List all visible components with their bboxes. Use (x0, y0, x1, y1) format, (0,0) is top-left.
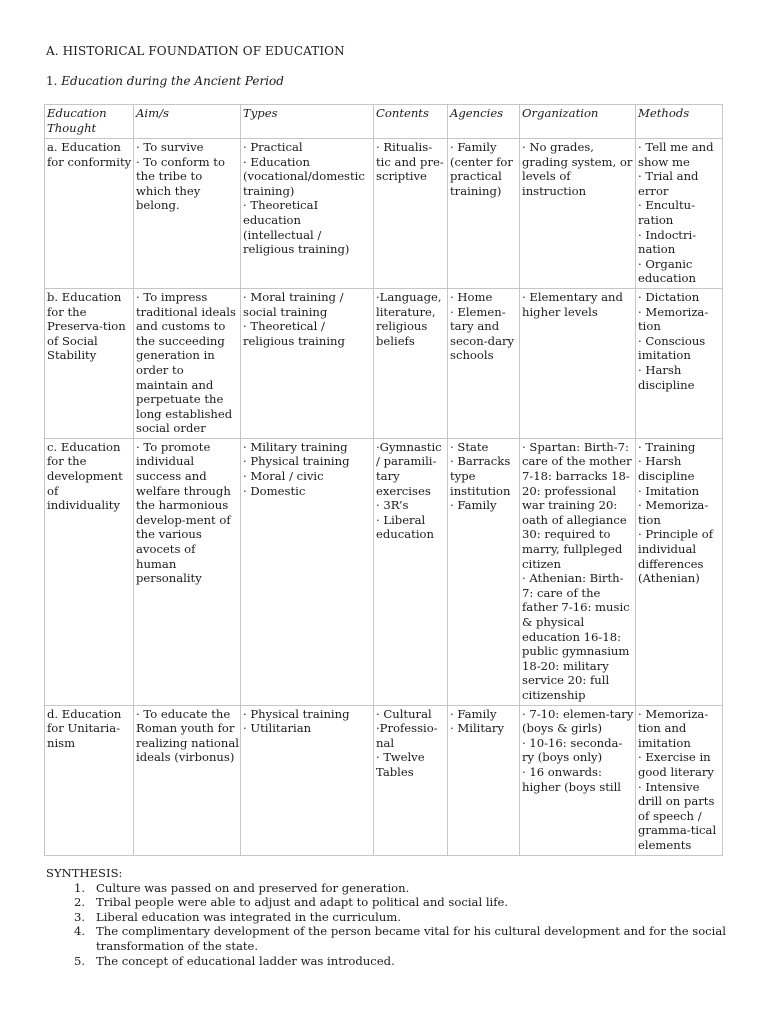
cell-organization (520, 288, 636, 438)
cell-types (241, 288, 374, 438)
cell-line: · Practical (243, 140, 303, 154)
table-row (45, 139, 723, 289)
cell-organization (520, 705, 636, 855)
cell-line: · Memoriza-tion (638, 304, 709, 334)
cell-education-thought: a. Education for conformity (45, 139, 134, 289)
cell-contents (374, 438, 448, 705)
header-organization: Organization (520, 105, 636, 139)
cell-line: · Family (450, 498, 497, 513)
cell-line: · Training (638, 439, 696, 454)
table-header-row (45, 105, 723, 139)
cell-line: · Dictation (638, 289, 700, 304)
synthesis-item-number: 1. (74, 880, 86, 895)
section-title: Education during the Ancient Period (61, 74, 284, 88)
header-agencies: Agencies (448, 105, 520, 139)
cell-methods (636, 288, 723, 438)
cell-line: · Imitation (638, 483, 700, 498)
synthesis-section (46, 866, 726, 968)
synthesis-item-text: Culture was passed on and preserved for generation. (96, 880, 410, 895)
header-types: Types (241, 105, 374, 139)
cell-line: · Principle of individual differences (Athenian) (638, 527, 714, 586)
cell-methods (636, 705, 723, 855)
cell-line: · Intensive drill on parts of speech / gramma-tical elements (638, 779, 717, 852)
header-aims: Aim/s (134, 105, 241, 139)
synthesis-item-number: 2. (74, 895, 86, 910)
cell-line: · Harsh discipline (638, 362, 695, 392)
cell-line: · Spartan: Birth-7: care of the mother 7-18: barracks 18-20: professional war training 20: oath of allegiance 30: required to marry, fullpleged citizen (522, 439, 632, 571)
cell-line: · Memoriza-tion and imitation (638, 706, 709, 750)
cell-line: · Home (450, 289, 493, 304)
synthesis-item (46, 954, 726, 969)
synthesis-item-number: 4. (74, 924, 86, 939)
cell-line: · Military (450, 721, 505, 736)
cell-line: · Encultu-ration (638, 198, 696, 227)
cell-agencies (448, 705, 520, 855)
cell-methods (636, 139, 723, 289)
cell-line: · Elementary and higher levels (522, 289, 623, 319)
cell-line: · Conscious imitation (638, 333, 706, 363)
cell-organization (520, 139, 636, 289)
header-methods: Methods (636, 105, 723, 139)
cell-education-thought: b. Education for the Preserva-tion of Social Stability (45, 288, 134, 438)
cell-line: · Memoriza-tion (638, 498, 709, 527)
cell-line: · Indoctri-nation (638, 227, 697, 257)
cell-line: · Family (450, 706, 497, 721)
cell-line: · Cultural (376, 706, 432, 721)
cell-line: · Exercise in good literary (638, 750, 714, 779)
synthesis-item-number: 5. (74, 953, 86, 968)
cell-line: · Education (vocational/domestic training) (243, 154, 365, 198)
cell-line: · No grades, grading system, or levels of instruction (522, 140, 633, 198)
cell-line: · Organic education (638, 256, 696, 286)
synthesis-item-text: Tribal people were able to adjust and adapt to political and social life. (96, 895, 509, 910)
cell-types (241, 438, 374, 705)
cell-line: · 10-16: seconda-ry (boys only) (522, 735, 623, 765)
table-row (45, 438, 723, 705)
cell-line: · 16 onwards: higher (boys still (522, 764, 621, 794)
cell-contents (374, 705, 448, 855)
cell-line: · 7-10: elemen-tary (boys & girls) (522, 706, 634, 736)
header-contents: Contents (374, 105, 448, 139)
cell-agencies (448, 288, 520, 438)
cell-line: · Family (center for practical training) (450, 140, 513, 198)
synthesis-item-text: The complimentary development of the person became vital for his cultural development and for the social transformation of the state. (96, 924, 727, 953)
cell-aims (134, 139, 241, 289)
synthesis-list (46, 881, 726, 969)
cell-line: ·Professio-nal (376, 721, 438, 750)
cell-line: · To promote individual success and welfare through the harmonious develop-ment of the various avocets of human personality (136, 439, 231, 586)
cell-line: · Ritualis-tic and pre-scriptive (376, 140, 444, 184)
cell-line: · To conform to the tribe to which they belong. (136, 154, 225, 213)
cell-line: ·Language, literature, religious beliefs (376, 289, 442, 348)
synthesis-title: SYNTHESIS: (46, 866, 123, 880)
cell-line: · To educate the Roman youth for realizing national ideals (virbonus) (136, 706, 239, 765)
cell-line: · Elemen-tary and secon-dary schools (450, 304, 515, 363)
cell-agencies (448, 438, 520, 705)
cell-line: · Moral training / social training (243, 289, 344, 319)
cell-line: · Military training (243, 439, 348, 454)
cell-line: · TheoreticaI education (intellectual / religious training) (243, 198, 350, 257)
synthesis-item-text: Liberal education was integrated in the curriculum. (96, 909, 401, 924)
section-subheading (46, 74, 284, 89)
cell-line: · Twelve Tables (376, 750, 425, 779)
cell-aims (134, 288, 241, 438)
cell-line: · To survive (136, 140, 204, 154)
cell-line: · Utilitarian (243, 721, 312, 736)
table-row (45, 288, 723, 438)
cell-aims (134, 705, 241, 855)
cell-line: · Physical training (243, 454, 350, 469)
table-body (45, 139, 723, 856)
cell-line: · Domestic (243, 483, 306, 498)
synthesis-item-number: 3. (74, 909, 86, 924)
cell-education-thought: c. Education for the development of individuality (45, 438, 134, 705)
cell-line: · Theoretical / religious training (243, 319, 345, 348)
cell-line: ·Gymnastic / paramili-tary exercises (376, 439, 442, 498)
cell-contents (374, 288, 448, 438)
header-education-thought: Education Thought (45, 105, 134, 139)
cell-methods (636, 438, 723, 705)
cell-line: · Barracks type institution (450, 454, 511, 498)
cell-aims (134, 438, 241, 705)
cell-agencies (448, 139, 520, 289)
cell-line: · Athenian: Birth-7: care of the father 7-16: music & physical education 16-18: public gymnasium 18-20: military service 20: full citizenship (522, 571, 630, 702)
table-row (45, 705, 723, 855)
cell-line: · Tell me and show me (638, 140, 714, 169)
cell-organization (520, 438, 636, 705)
cell-education-thought: d. Education for Unitaria-nism (45, 705, 134, 855)
page-heading: A. HISTORICAL FOUNDATION OF EDUCATION (46, 44, 345, 58)
synthesis-item (46, 924, 726, 953)
cell-line: · Physical training (243, 706, 350, 721)
cell-contents (374, 139, 448, 289)
synthesis-item (46, 895, 726, 910)
synthesis-item (46, 910, 726, 925)
cell-line: · 3R’s (376, 498, 409, 513)
synthesis-item (46, 881, 726, 896)
cell-line: · Moral / civic (243, 469, 324, 484)
education-table (44, 104, 723, 856)
cell-line: · To impress traditional ideals and customs to the succeeding generation in order to maintain and perpetuate the long established social order (136, 289, 236, 436)
section-number: 1. (46, 74, 58, 88)
synthesis-item-text: The concept of educational ladder was introduced. (96, 953, 395, 968)
cell-types (241, 705, 374, 855)
cell-line: · State (450, 439, 489, 454)
cell-line: · Trial and error (638, 169, 699, 198)
cell-line: · Liberal education (376, 512, 434, 542)
cell-types (241, 139, 374, 289)
cell-line: · Harsh discipline (638, 454, 695, 484)
